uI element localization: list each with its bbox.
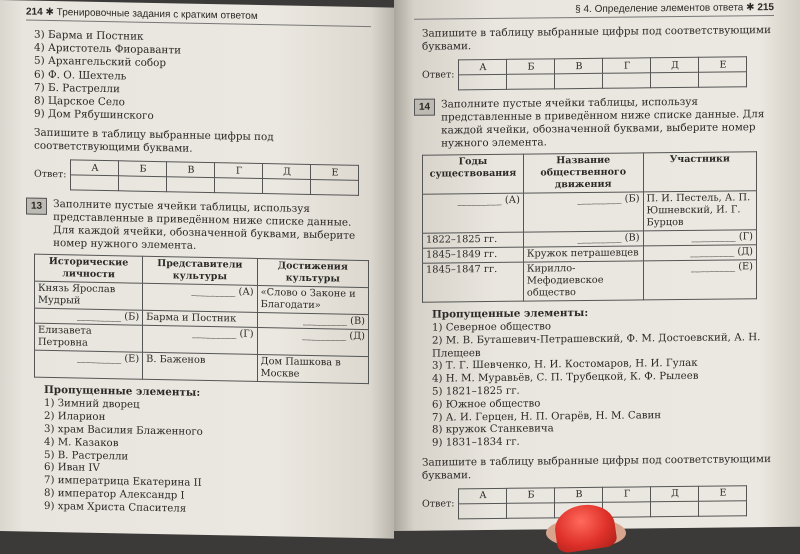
task-13-table — [34, 254, 369, 384]
letter-cell: А — [71, 160, 119, 176]
letter-cell: В — [555, 58, 603, 74]
right-page — [394, 0, 800, 531]
list-item: 1) Северное общество — [432, 321, 551, 334]
list-item: 6) Иван IV — [44, 462, 100, 475]
table-cell: Кирилло-Мефодиевское общество — [523, 261, 643, 301]
answer-cell[interactable] — [459, 74, 507, 90]
instruction-text: Запишите в таблицу выбранные цифры под соответствующими буквами. — [422, 453, 771, 482]
list-item: 2) Иларион — [44, 411, 106, 424]
column-header: Участники — [643, 152, 756, 192]
task-13 — [26, 198, 371, 257]
list-item: 7) Б. Растрелли — [34, 81, 120, 96]
missing-elements-list — [44, 398, 371, 519]
instruction-text: Запишите в таблицу выбранные цифры под соответствующими буквами. — [34, 127, 274, 156]
list-item: 4) Аристотель Фиораванти — [34, 41, 181, 57]
table-cell[interactable]: _________ (Г) — [643, 230, 756, 246]
missing-elements-title: Пропущенные элементы: — [44, 384, 201, 400]
letter-cell: Е — [699, 486, 747, 502]
table-cell[interactable]: _________ (В) — [257, 313, 368, 330]
answer-cell[interactable] — [263, 179, 311, 195]
answer-cell[interactable] — [507, 74, 555, 90]
answer-cell[interactable] — [167, 177, 215, 193]
answer-cell[interactable] — [603, 73, 651, 89]
table-cell: Елизавета Петровна — [35, 324, 143, 353]
answer-cell[interactable] — [699, 501, 747, 517]
missing-elements-list — [432, 319, 774, 451]
list-item: 6) Южное общество — [432, 398, 541, 411]
letter-cell: А — [459, 59, 507, 75]
list-item: 4) М. Казаков — [44, 436, 119, 450]
answer-label: Ответ: — [34, 169, 67, 181]
page-number: 215 — [757, 2, 774, 14]
list-item: 6) Ф. О. Шехтель — [34, 68, 127, 83]
answer-cell[interactable] — [71, 175, 119, 191]
table-cell[interactable]: _________ (В) — [523, 231, 643, 247]
letter-cell: Е — [699, 57, 747, 73]
letter-cell: Е — [311, 165, 359, 181]
answer-table — [34, 159, 359, 196]
answer-cell[interactable] — [651, 72, 699, 88]
list-item: 9) 1831–1834 гг. — [432, 436, 520, 449]
answer-label: Ответ: — [422, 498, 455, 510]
missing-elements-title: Пропущенные элементы: — [432, 306, 589, 321]
answer-cell[interactable] — [699, 72, 747, 88]
table-cell[interactable]: _________ (Б) — [35, 309, 143, 326]
list-item: 2) М. В. Буташевич-Петрашевский, Ф. М. Достоевский, А. Н. Плещеев — [432, 331, 761, 360]
element-list — [34, 29, 371, 128]
answer-cell[interactable] — [215, 178, 263, 194]
table-cell[interactable]: _________ (Е) — [643, 260, 756, 300]
list-item: 8) кружок Станкевича — [432, 423, 554, 436]
page-number: 214 — [26, 6, 43, 18]
table-cell: 1845–1849 гг. — [423, 247, 524, 263]
table-row — [35, 351, 369, 384]
letter-cell: Б — [119, 161, 167, 177]
answer-cell[interactable] — [119, 176, 167, 192]
table-row — [423, 260, 757, 302]
letter-cell: Б — [507, 488, 555, 504]
letter-cell: Б — [507, 59, 555, 75]
column-header: Представители культуры — [143, 257, 257, 286]
header-title: Тренировочные задания с кратким ответом — [56, 7, 258, 22]
list-item: 7) императрица Екатерина II — [44, 475, 202, 490]
answer-table — [422, 56, 747, 90]
task-number: 14 — [414, 99, 435, 116]
task-text: Заполните пустые ячейки таблицы, используя представленные в приведённом ниже списке данные. Для каждой ячейки, обозначенной буквами, выберите номер нужного элемента. — [441, 95, 765, 150]
letter-cell: Д — [651, 486, 699, 502]
table-cell: «Слово о Законе и Благодати» — [257, 286, 368, 315]
answer-label: Ответ: — [422, 69, 455, 81]
right-page-header — [414, 2, 774, 20]
header-section: § 4. Определение элементов ответа — [575, 2, 744, 16]
letter-cell: Д — [263, 164, 311, 180]
letter-cell: В — [167, 162, 215, 178]
list-item: 8) Царское Село — [34, 94, 125, 109]
answer-cell[interactable] — [311, 180, 359, 196]
column-header: Название общественного движения — [523, 153, 643, 193]
table-cell: Барма и Постник — [143, 311, 257, 328]
table-cell[interactable]: _________ (Б) — [523, 192, 643, 232]
answer-cell[interactable] — [555, 73, 603, 89]
list-item: 9) храм Христа Спасителя — [44, 500, 187, 515]
letter-cell: Г — [215, 163, 263, 179]
list-item: 3) Барма и Постник — [34, 28, 144, 43]
letter-cell: В — [555, 487, 603, 503]
column-header: Исторические личности — [35, 255, 143, 284]
column-header: Достижения культуры — [257, 259, 368, 288]
list-item: 5) Архангельский собор — [34, 55, 167, 70]
answer-cell[interactable] — [507, 503, 555, 519]
table-cell[interactable]: _________ (А) — [423, 193, 524, 233]
list-item: 9) Дом Рябушинского — [34, 107, 154, 123]
table-cell[interactable]: _________ (Д) — [643, 245, 756, 261]
table-cell: Кружок петрашевцев — [523, 246, 643, 262]
list-item: 7) А. И. Герцен, Н. П. Огарёв, Н. М. Савин — [432, 409, 662, 424]
left-page — [0, 0, 394, 539]
answer-cell[interactable] — [459, 503, 507, 519]
list-item: 5) 1821–1825 гг. — [432, 385, 520, 398]
letter-cell: Г — [603, 487, 651, 503]
table-cell[interactable]: _________ (Г) — [143, 326, 257, 355]
bullet-icon: ✱ — [45, 6, 57, 19]
list-item: 3) храм Василия Блаженного — [44, 423, 203, 438]
list-item: 8) император Александр I — [44, 487, 185, 502]
letter-cell: А — [459, 488, 507, 504]
task-14 — [414, 95, 774, 151]
letter-cell: Д — [651, 57, 699, 73]
answer-cell[interactable] — [651, 501, 699, 517]
table-cell[interactable]: _________ (А) — [143, 284, 257, 313]
table-cell: П. И. Пестель, А. П. Юшневский, И. Г. Бурцов — [643, 191, 756, 231]
task-14-table — [422, 151, 757, 303]
table-row — [423, 191, 757, 233]
table-cell: Князь Ярослав Мудрый — [35, 282, 143, 311]
list-item: 1) Зимний дворец — [44, 398, 140, 412]
table-cell: 1845–1847 гг. — [423, 262, 524, 302]
list-item: 3) Т. Г. Шевченко, Н. И. Костомаров, Н. И. Гулак — [432, 358, 698, 372]
list-item: 5) В. Растрелли — [44, 449, 129, 463]
letter-cell: Г — [603, 58, 651, 74]
table-cell: 1822–1825 гг. — [423, 232, 524, 248]
table-cell[interactable]: _________ (Д) — [257, 328, 368, 357]
table-cell[interactable]: _________ (Е) — [35, 351, 143, 380]
column-header: Годы существования — [423, 154, 524, 194]
bullet-icon: ✱ — [746, 2, 758, 14]
task-number: 13 — [26, 198, 47, 215]
left-page-header — [26, 6, 371, 27]
task-text: Заполните пустые ячейки таблицы, используя представленные в приведённом ниже списке данные. Для каждой ячейки, обозначенной буквами, выберите номер нужного элемента. — [53, 198, 356, 253]
table-cell: В. Баженов — [143, 353, 257, 382]
table-cell: Дом Пашкова в Москве — [257, 355, 368, 384]
instruction-text: Запишите в таблицу выбранные цифры под соответствующими буквами. — [422, 24, 771, 53]
list-item: 4) Н. М. Муравьёв, С. П. Трубецкой, К. Ф. Рылеев — [432, 370, 699, 385]
